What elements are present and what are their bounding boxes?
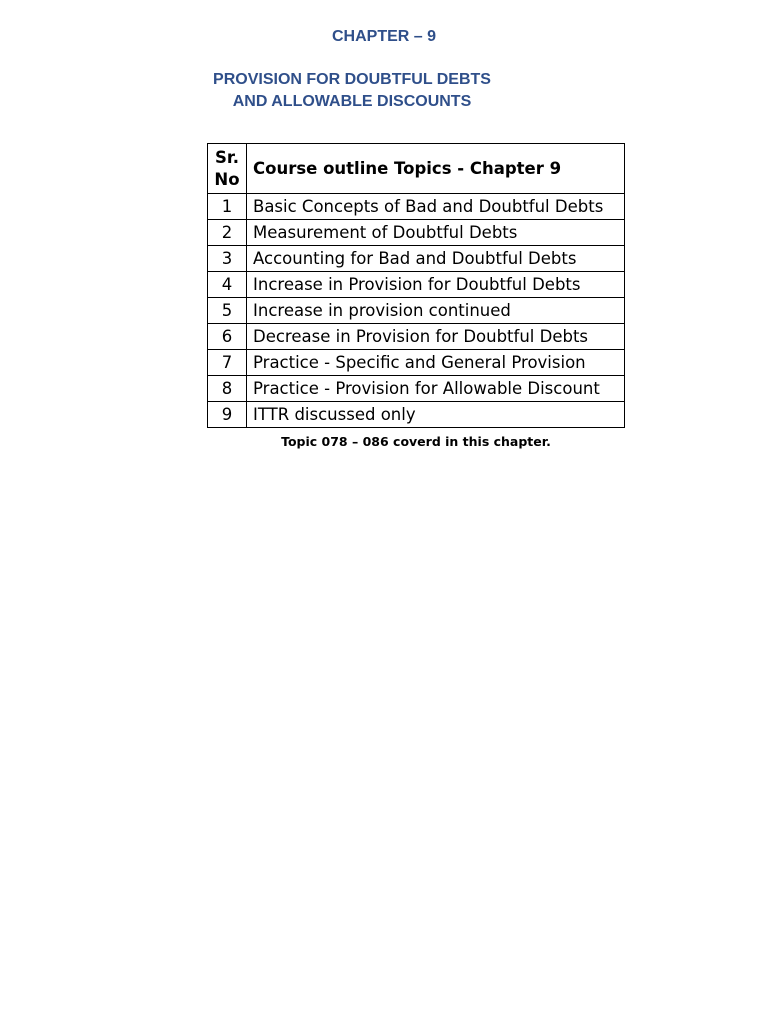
topic-cell: Measurement of Doubtful Debts: [247, 220, 625, 246]
topics-header: Course outline Topics - Chapter 9: [247, 144, 625, 194]
chapter-title-line-2: AND ALLOWABLE DISCOUNTS: [232, 93, 472, 110]
sr-no-cell: 9: [208, 402, 247, 428]
sr-no-header-line-2: No: [214, 169, 240, 189]
topic-cell: Basic Concepts of Bad and Doubtful Debts: [247, 194, 625, 220]
sr-no-cell: 2: [208, 220, 247, 246]
table-row: [208, 298, 625, 324]
sr-no-cell: 6: [208, 324, 247, 350]
topic-cell: Practice - Specific and General Provision: [247, 350, 625, 376]
table-row: [208, 194, 625, 220]
table-row: [208, 324, 625, 350]
chapter-heading: CHAPTER – 9: [331, 28, 437, 45]
topic-cell: Accounting for Bad and Doubtful Debts: [247, 246, 625, 272]
table-row: [208, 350, 625, 376]
course-outline-table: [207, 143, 625, 428]
table-row: [208, 220, 625, 246]
sr-no-cell: 1: [208, 194, 247, 220]
chapter-title-line-1: PROVISION FOR DOUBTFUL DEBTS: [213, 71, 491, 88]
table-row: [208, 272, 625, 298]
sr-no-cell: 4: [208, 272, 247, 298]
table-row: [208, 246, 625, 272]
table-footnote: Topic 078 – 086 coverd in this chapter.: [281, 434, 551, 449]
chapter-title: [0, 69, 768, 113]
sr-no-cell: 8: [208, 376, 247, 402]
table-row: [208, 376, 625, 402]
sr-no-header-line-1: Sr.: [215, 147, 239, 167]
table-row: [208, 402, 625, 428]
topic-cell: Increase in Provision for Doubtful Debts: [247, 272, 625, 298]
table-header-row: [208, 144, 625, 194]
topic-cell: ITTR discussed only: [247, 402, 625, 428]
topic-cell: Increase in provision continued: [247, 298, 625, 324]
sr-no-header: [208, 144, 247, 194]
topic-cell: Decrease in Provision for Doubtful Debts: [247, 324, 625, 350]
topic-cell: Practice - Provision for Allowable Discount: [247, 376, 625, 402]
sr-no-cell: 5: [208, 298, 247, 324]
sr-no-cell: 7: [208, 350, 247, 376]
sr-no-cell: 3: [208, 246, 247, 272]
